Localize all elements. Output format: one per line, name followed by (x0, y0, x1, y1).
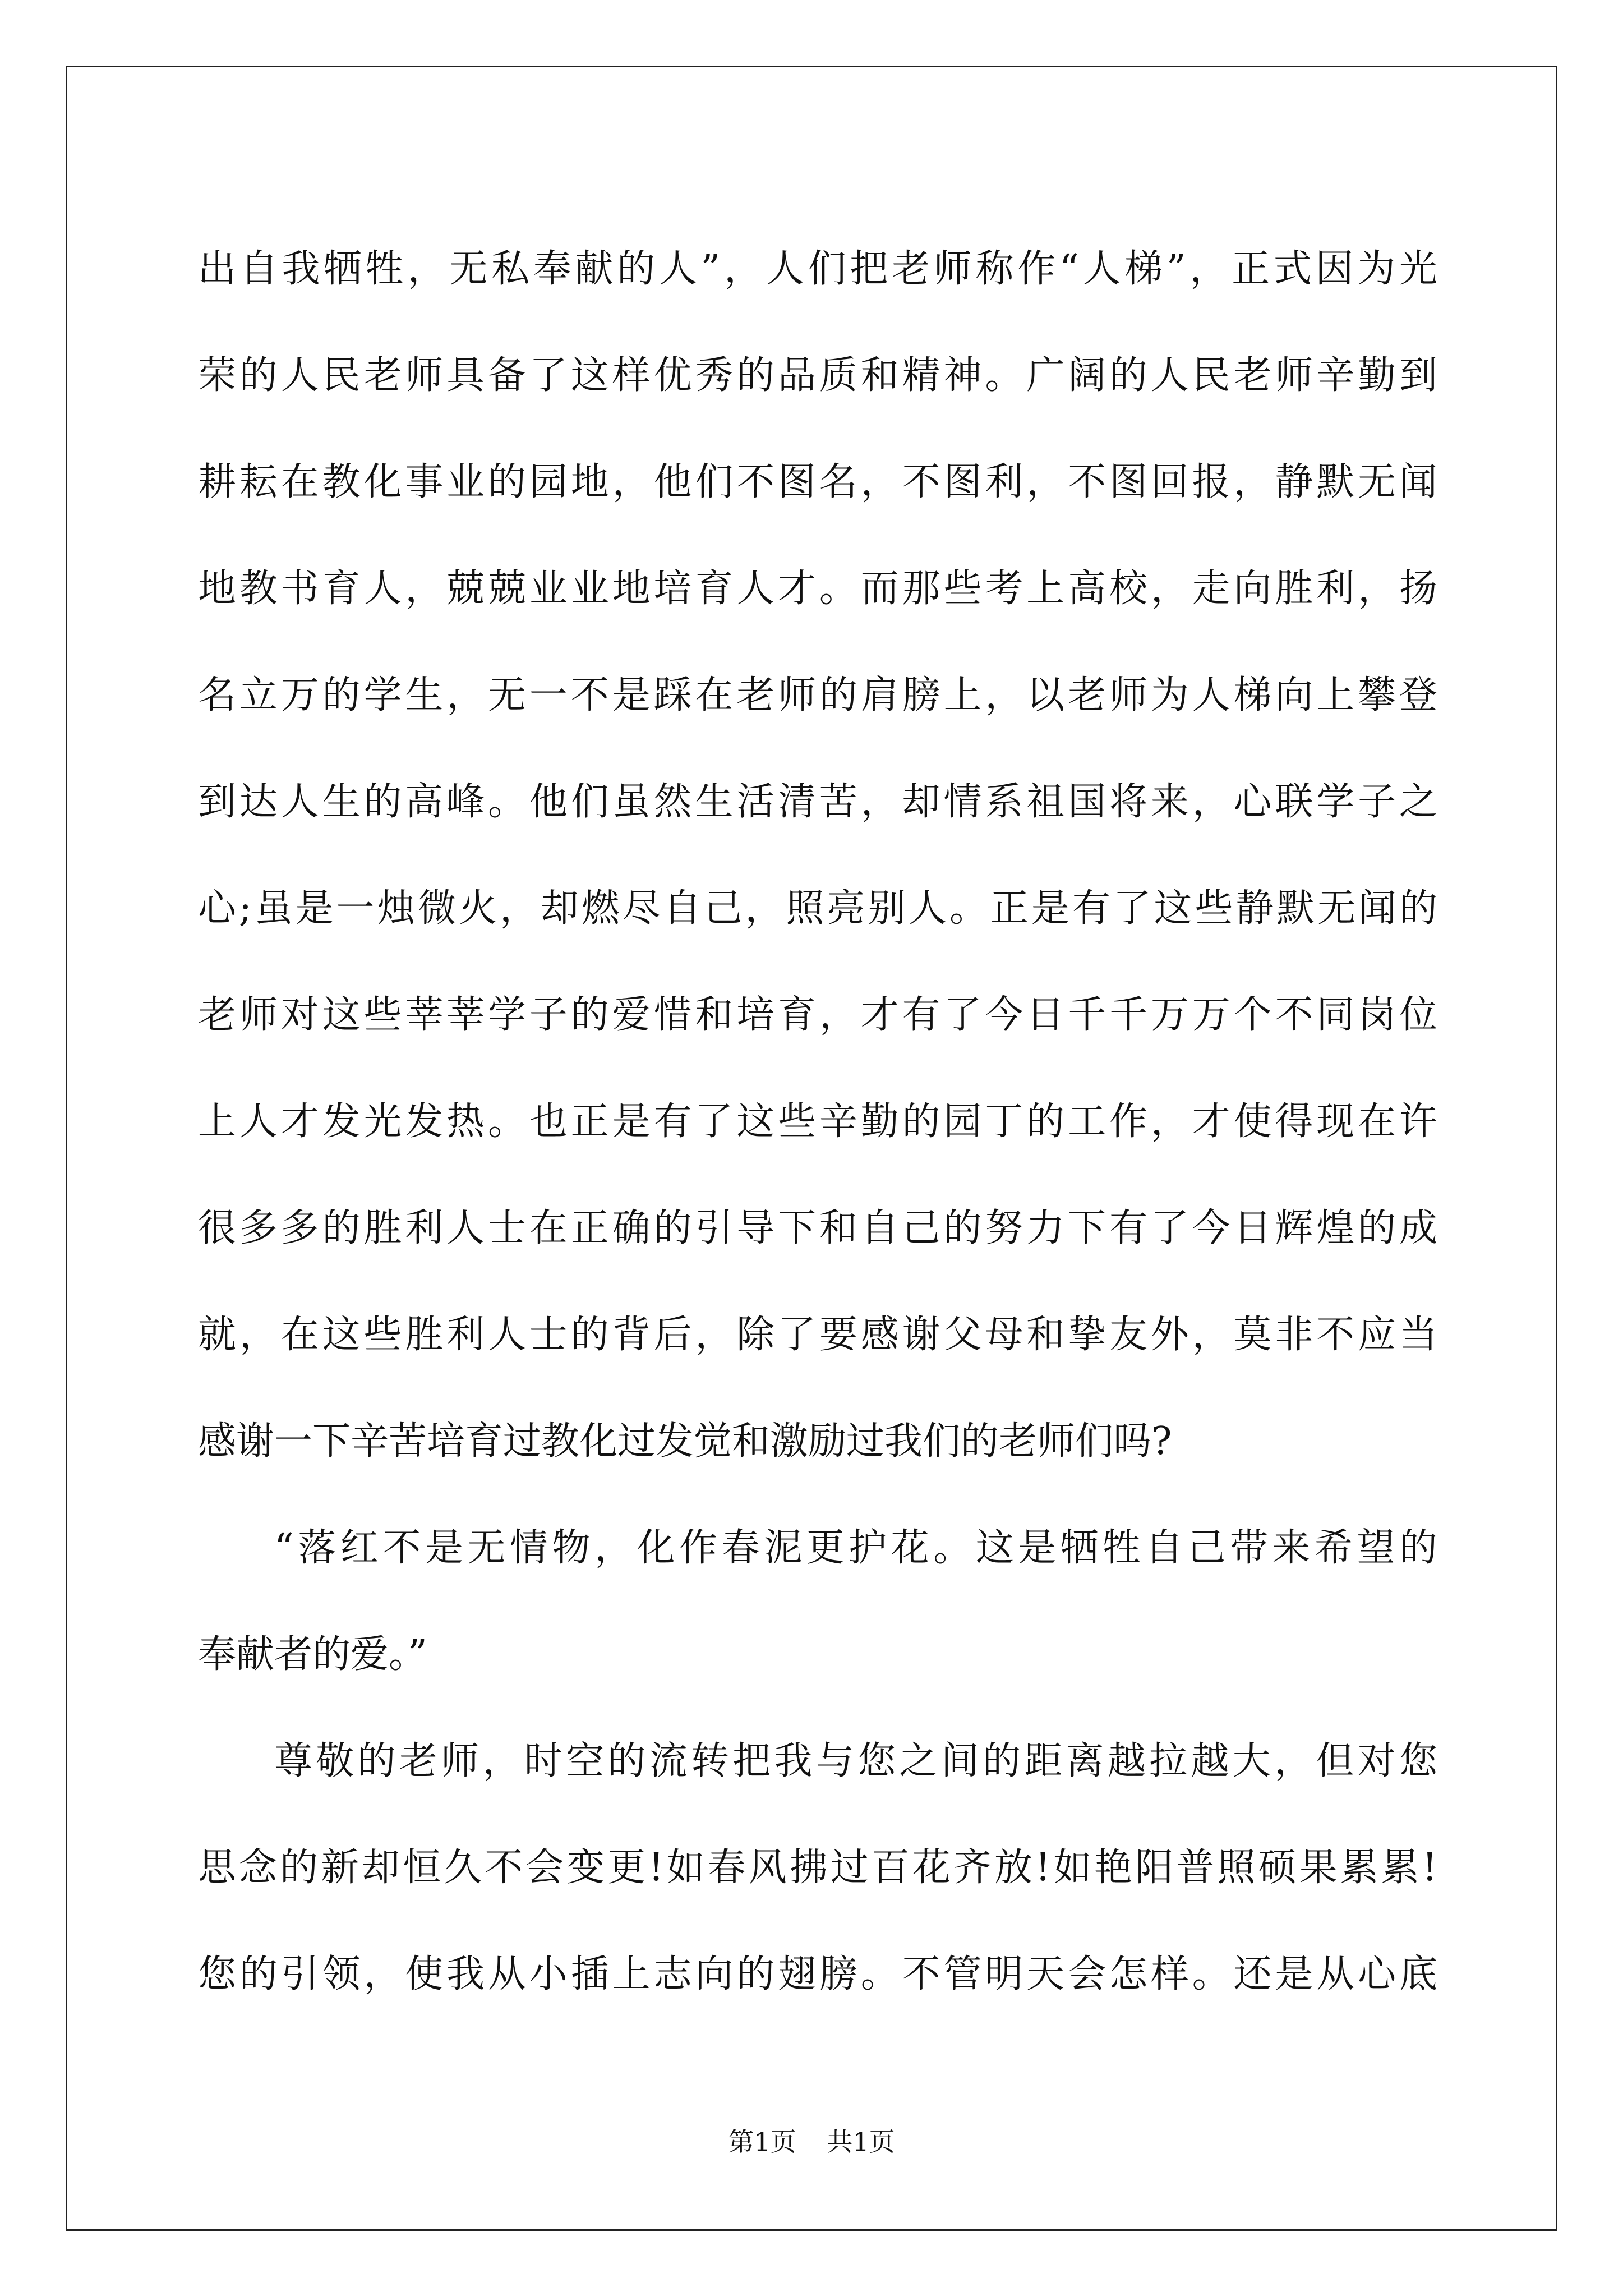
text-line: 到达人生的高峰。他们虽然生活清苦，却情系祖国将来，心联学子之 (198, 780, 1437, 824)
text-line: 您的引领，使我从小插上志向的翅膀。不管明天会怎样。还是从心底 (198, 1952, 1437, 1996)
paragraph-1 (198, 216, 1437, 1495)
text-line: 上人才发光发热。也正是有了这些辛勤的园丁的工作，才使得现在许 (198, 1099, 1437, 1144)
document-body (198, 216, 1437, 2028)
text-line: 就，在这些胜利人士的背后，除了要感谢父母和挚友外，莫非不应当 (198, 1313, 1437, 1357)
paragraph-3 (198, 1708, 1437, 2028)
text-line: 尊敬的老师，时空的流转把我与您之间的距离越拉越大，但对您 (274, 1739, 1437, 1783)
page-number: 第1页 (728, 2127, 796, 2157)
text-line: 老师对这些莘莘学子的爱惜和培育，才有了今日千千万万个不同岗位 (198, 993, 1437, 1037)
text-line: 奉献者的爱。” (198, 1632, 427, 1677)
text-line: 荣的人民老师具备了这样优秀的品质和精神。广阔的人民老师辛勤到 (198, 353, 1437, 398)
text-line: 思念的新却恒久不会变更!如春风拂过百花齐放!如艳阳普照硕果累累! (198, 1846, 1437, 1890)
text-line: 名立万的学生，无一不是踩在老师的肩膀上，以老师为人梯向上攀登 (198, 673, 1437, 717)
page-footer (0, 2122, 1623, 2159)
text-line: 出自我牺牲，无私奉献的人”，人们把老师称作“人梯”，正式因为光 (198, 247, 1437, 291)
paragraph-2 (198, 1495, 1437, 1708)
text-line: 耕耘在教化事业的园地，他们不图名，不图利，不图回报，静默无闻 (198, 460, 1437, 504)
text-line: 感谢一下辛苦培育过教化过发觉和激励过我们的老师们吗? (198, 1419, 1172, 1464)
text-line: 很多多的胜利人士在正确的引导下和自己的努力下有了今日辉煌的成 (198, 1206, 1437, 1250)
text-line: 心;虽是一烛微火，却燃尽自己，照亮别人。正是有了这些静默无闻的 (198, 886, 1437, 931)
text-line: “落红不是无情物，化作春泥更护花。这是牺牲自己带来希望的 (274, 1526, 1437, 1570)
text-line: 地教书育人，兢兢业业地培育人才。而那些考上高校，走向胜利，扬 (198, 567, 1437, 611)
total-pages: 共1页 (827, 2127, 895, 2157)
